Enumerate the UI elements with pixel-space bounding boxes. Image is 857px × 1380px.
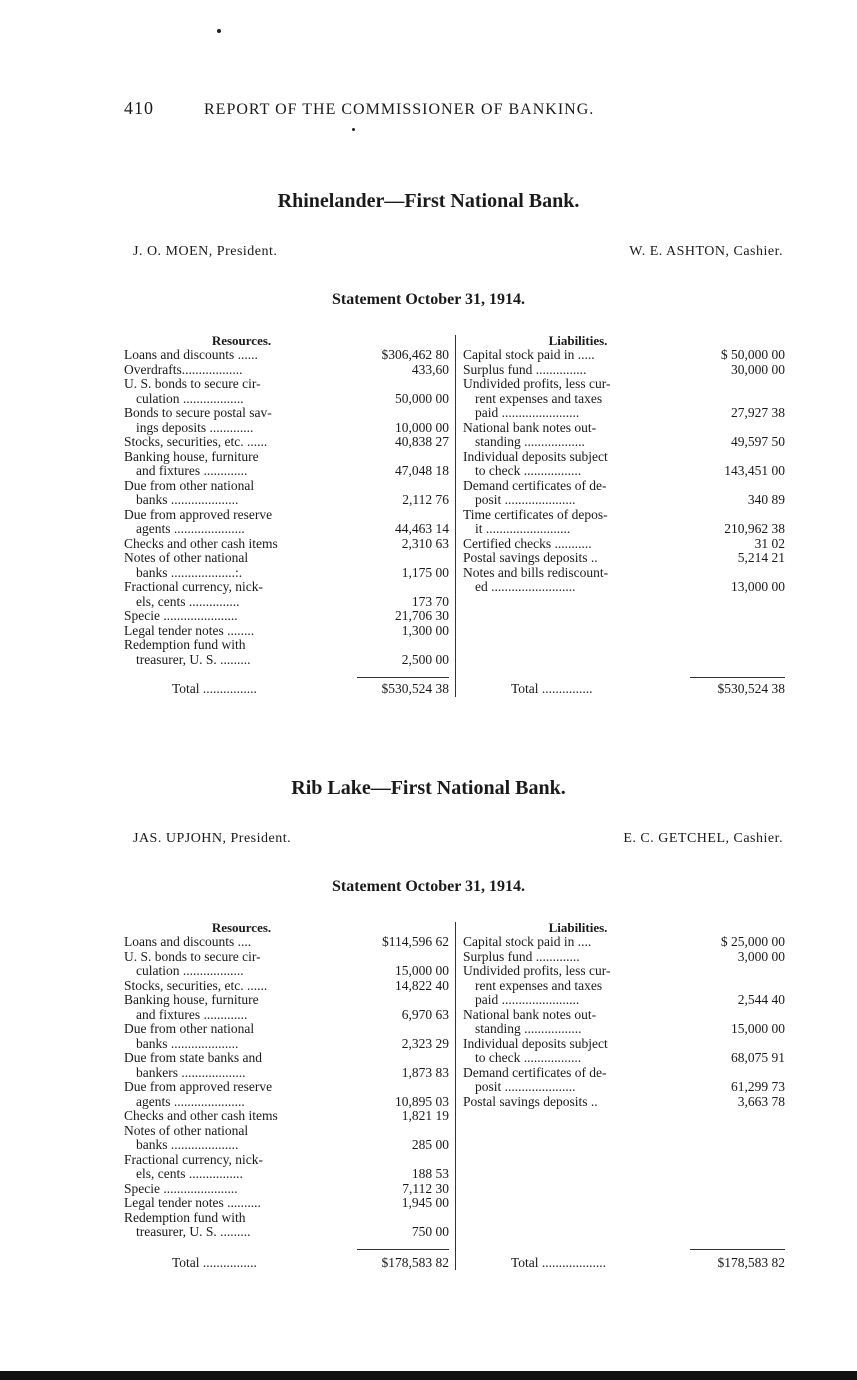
line-item-label: els, cents ...............	[136, 594, 240, 609]
line-item	[463, 950, 785, 965]
line-item	[124, 1008, 449, 1023]
line-item-label: paid .......................	[475, 993, 580, 1007]
line-item-label: Loans and discounts ....	[124, 935, 252, 949]
line-item	[124, 580, 449, 595]
line-item-label: Fractional currency, nick-	[124, 580, 263, 594]
line-item-amount	[353, 508, 449, 523]
line-item-amount: $306,462 80	[381, 347, 449, 362]
line-item	[463, 348, 785, 363]
total-amount: $178,583 82	[717, 1255, 785, 1270]
line-item-amount	[695, 377, 785, 392]
line-item	[463, 551, 785, 566]
total-amount: $530,524 38	[717, 681, 785, 696]
line-item-label: Individual deposits subject	[463, 449, 608, 464]
line-item-label: rent expenses and taxes	[475, 391, 603, 406]
liabilities-column	[463, 920, 785, 1109]
bank-title: Rib Lake—First National Bank.	[291, 777, 566, 799]
line-item	[124, 1225, 449, 1240]
line-item	[124, 435, 449, 450]
line-item-label: National bank notes out-	[463, 1007, 597, 1022]
president-name: JAS. UPJOHN, President.	[133, 831, 292, 846]
line-item-amount: 61,299 73	[731, 1079, 785, 1094]
line-item	[124, 653, 449, 668]
line-item-label: agents .....................	[136, 1094, 245, 1109]
line-item-label: banks ...................:.	[136, 565, 243, 580]
page-number: 410	[124, 98, 154, 118]
line-item	[463, 450, 785, 465]
line-item-label: standing .................	[475, 1022, 582, 1036]
line-item-amount	[353, 551, 449, 566]
line-item	[124, 1066, 449, 1081]
line-item-label: posit .....................	[475, 1080, 576, 1094]
line-item-amount: 143,451 00	[724, 463, 785, 478]
line-item	[124, 522, 449, 537]
line-item-amount: 14,822 40	[395, 977, 449, 993]
line-item	[463, 1080, 785, 1095]
line-item-label: Bonds to secure postal sav-	[124, 406, 272, 420]
line-item-label: standing ..................	[475, 435, 585, 449]
line-item-label: Stocks, securities, etc. ......	[124, 978, 268, 993]
line-item-amount: 3,663 78	[737, 1093, 785, 1109]
line-item	[124, 479, 449, 494]
line-item-label: Banking house, furniture	[124, 449, 259, 464]
line-item-amount: 433,60	[411, 361, 449, 377]
line-item	[124, 1196, 449, 1211]
line-item-label: Due from state banks and	[124, 1051, 262, 1065]
line-item-amount: $ 50,000 00	[720, 347, 785, 362]
line-item	[124, 1211, 449, 1226]
line-item-amount: 6,970 63	[401, 1006, 449, 1022]
line-item-label: National bank notes out-	[463, 420, 597, 435]
line-item-label: Overdrafts..................	[124, 362, 243, 377]
line-item	[124, 392, 449, 407]
line-item-amount: 210,962 38	[724, 521, 785, 536]
line-item-amount: 50,000 00	[395, 390, 449, 406]
line-item	[124, 551, 449, 566]
line-item-amount: 15,000 00	[731, 1021, 785, 1036]
line-item	[463, 479, 785, 494]
line-item-label: ed .........................	[475, 580, 576, 594]
line-item-label: treasurer, U. S. .........	[136, 1225, 251, 1239]
line-item-label: banks ....................	[136, 493, 239, 507]
line-item	[463, 377, 785, 392]
line-item-label: banks ....................	[136, 1036, 239, 1051]
liabilities-column	[463, 333, 785, 595]
line-item	[124, 609, 449, 624]
line-item-label: U. S. bonds to secure cir-	[124, 377, 261, 391]
line-item-label: Surplus fund .............	[463, 949, 580, 964]
line-item-amount	[353, 1124, 449, 1139]
line-item	[124, 493, 449, 508]
total-amount: $178,583 82	[381, 1255, 449, 1270]
line-item-amount: 188 53	[411, 1166, 449, 1181]
line-item	[124, 348, 449, 363]
line-item-amount: 2,500 00	[401, 651, 449, 667]
line-item	[124, 1138, 449, 1153]
line-item-amount	[353, 1051, 449, 1066]
line-item	[124, 1080, 449, 1095]
line-item	[463, 493, 785, 508]
line-item-amount: 31 02	[754, 535, 785, 551]
line-item-amount	[353, 993, 449, 1008]
president-name: J. O. MOEN, President.	[133, 244, 278, 259]
line-item	[124, 993, 449, 1008]
liabilities-heading: Liabilities.	[548, 333, 608, 348]
line-item	[124, 1051, 449, 1066]
line-item-label: treasurer, U. S. .........	[136, 652, 251, 667]
line-item-amount	[353, 1080, 449, 1095]
line-item-amount: $ 25,000 00	[720, 934, 785, 949]
line-item-label: Specie ......................	[124, 609, 238, 623]
line-item-label: Postal savings deposits ..	[463, 551, 598, 565]
line-item-label: Certified checks ...........	[463, 536, 592, 551]
line-item-amount: 10,000 00	[395, 419, 449, 435]
line-item-label: rent expenses and taxes	[475, 978, 603, 993]
statement-date: Statement October 31, 1914.	[332, 878, 525, 895]
line-item-amount	[695, 479, 785, 494]
line-item-label: culation ..................	[136, 964, 244, 978]
line-item	[463, 1022, 785, 1037]
line-item	[124, 363, 449, 378]
line-item-label: ings deposits .............	[136, 420, 254, 435]
scan-edge-bar	[0, 1371, 857, 1380]
line-item-label: banks ....................	[136, 1138, 239, 1152]
line-item	[124, 537, 449, 552]
line-item	[124, 464, 449, 479]
line-item-label: it .........................	[475, 522, 571, 536]
total-amount: $530,524 38	[381, 681, 449, 696]
line-item-label: Due from other national	[124, 478, 255, 493]
liabilities-rows	[463, 348, 785, 595]
line-item-amount	[695, 450, 785, 465]
line-item-label: and fixtures .............	[136, 1007, 248, 1022]
line-item-amount: 5,214 21	[737, 550, 785, 565]
line-item	[463, 1008, 785, 1023]
line-item-label: Loans and discounts ......	[124, 348, 258, 362]
line-item	[124, 421, 449, 436]
line-item-amount: 15,000 00	[395, 963, 449, 978]
line-item-amount	[695, 392, 785, 407]
total-rule	[357, 677, 449, 678]
line-item-label: Legal tender notes ..........	[124, 1196, 261, 1210]
line-item-label: Demand certificates of de-	[463, 478, 607, 493]
resources-heading: Resources.	[211, 333, 272, 348]
line-item-label: paid .......................	[475, 406, 580, 420]
line-item-amount: 47,048 18	[395, 463, 449, 478]
line-item	[463, 1066, 785, 1081]
line-item-amount: 1,945 00	[401, 1195, 449, 1210]
line-item	[463, 435, 785, 450]
line-item	[124, 406, 449, 421]
total-rule	[357, 1249, 449, 1250]
line-item-amount	[695, 979, 785, 994]
line-item-amount: 10,895 03	[395, 1093, 449, 1109]
line-item-label: Individual deposits subject	[463, 1036, 608, 1051]
total-rule	[690, 1249, 785, 1250]
line-item	[124, 624, 449, 639]
total-rule	[690, 677, 785, 678]
line-item-amount: 1,175 00	[401, 564, 449, 580]
line-item	[463, 1037, 785, 1052]
line-item-label: Due from approved reserve	[124, 1080, 273, 1094]
line-item-amount: $114,596 62	[382, 934, 449, 949]
line-item-label: Notes and bills rediscount-	[463, 565, 609, 580]
line-item-label: Specie ......................	[124, 1181, 238, 1196]
line-item	[124, 1182, 449, 1197]
line-item-amount	[695, 964, 785, 979]
line-item-amount	[353, 1211, 449, 1226]
line-item-amount: 2,112 76	[402, 492, 449, 507]
liabilities-total-row	[463, 1255, 785, 1270]
line-item-label: Postal savings deposits ..	[463, 1094, 598, 1109]
line-item-amount: 285 00	[411, 1137, 449, 1152]
line-item	[124, 1153, 449, 1168]
line-item-label: Banking house, furniture	[124, 993, 259, 1007]
line-item-amount	[695, 508, 785, 523]
line-item-amount: 1,300 00	[401, 622, 449, 638]
line-item	[124, 950, 449, 965]
bank-title: Rhinelander—First National Bank.	[277, 190, 580, 212]
liabilities-rows	[463, 935, 785, 1109]
line-item-label: and fixtures .............	[136, 464, 248, 478]
line-item	[463, 363, 785, 378]
line-item-label: Checks and other cash items	[124, 1109, 278, 1123]
line-item-label: Due from other national	[124, 1022, 255, 1036]
line-item	[463, 522, 785, 537]
line-item-amount: 7,112 30	[402, 1180, 449, 1196]
cashier-name: E. C. GETCHEL, Cashier.	[623, 831, 783, 846]
running-head: REPORT OF THE COMMISSIONER OF BANKING.	[204, 101, 595, 118]
line-item-label: Stocks, securities, etc. ......	[124, 435, 268, 449]
line-item	[124, 595, 449, 610]
line-item-amount	[353, 377, 449, 392]
line-item-label: agents .....................	[136, 522, 245, 536]
line-item-amount: 1,873 83	[401, 1064, 449, 1080]
line-item-amount	[695, 421, 785, 436]
line-item	[124, 1124, 449, 1139]
line-item-label: Fractional currency, nick-	[124, 1152, 263, 1167]
line-item	[463, 421, 785, 436]
line-item-label: Surplus fund ...............	[463, 362, 587, 377]
line-item-label: Notes of other national	[124, 1123, 249, 1138]
line-item	[463, 508, 785, 523]
line-item	[124, 1095, 449, 1110]
line-item	[463, 993, 785, 1008]
line-item-label: Capital stock paid in ....	[463, 935, 592, 949]
line-item-amount: 30,000 00	[731, 361, 785, 377]
ink-speck	[352, 128, 355, 131]
line-item-label: to check .................	[475, 1051, 582, 1065]
cashier-name: W. E. ASHTON, Cashier.	[629, 244, 783, 259]
line-item	[124, 508, 449, 523]
line-item	[124, 979, 449, 994]
line-item-label: Checks and other cash items	[124, 536, 278, 551]
bank-statement-rib-lake	[0, 777, 857, 1277]
line-item-amount: 40,838 27	[395, 434, 449, 449]
line-item-amount: 49,597 50	[731, 434, 785, 449]
total-label: Total ................	[172, 681, 257, 696]
line-item	[463, 406, 785, 421]
line-item-amount: 3,000 00	[737, 948, 785, 964]
line-item-label: Redemption fund with	[124, 638, 246, 652]
line-item	[124, 964, 449, 979]
line-item	[124, 935, 449, 950]
line-item-label: Due from approved reserve	[124, 507, 273, 522]
line-item-label: to check .................	[475, 464, 582, 478]
line-item-amount	[353, 479, 449, 494]
line-item	[124, 638, 449, 653]
line-item-label: Notes of other national	[124, 551, 249, 565]
line-item-label: Time certificates of depos-	[463, 507, 608, 522]
line-item-amount: 13,000 00	[731, 579, 785, 594]
line-item-label: Undivided profits, less cur-	[463, 964, 611, 978]
line-item-amount	[353, 406, 449, 421]
resources-rows	[124, 935, 449, 1240]
line-item-amount	[695, 566, 785, 581]
line-item-amount	[353, 580, 449, 595]
line-item-amount	[353, 638, 449, 653]
line-item-label: Undivided profits, less cur-	[463, 377, 611, 391]
line-item-amount	[695, 1066, 785, 1081]
line-item	[463, 1051, 785, 1066]
line-item-label: Legal tender notes ........	[124, 623, 255, 638]
total-label: Total ...............	[511, 681, 593, 696]
line-item	[463, 979, 785, 994]
line-item	[463, 1095, 785, 1110]
line-item	[124, 1037, 449, 1052]
line-item-amount	[353, 450, 449, 465]
line-item-amount: 2,544 40	[737, 992, 785, 1007]
line-item	[124, 377, 449, 392]
line-item-label: bankers ...................	[136, 1065, 246, 1080]
line-item	[463, 580, 785, 595]
liabilities-heading: Liabilities.	[548, 920, 608, 935]
line-item	[124, 1109, 449, 1124]
line-item	[124, 566, 449, 581]
line-item-label: Redemption fund with	[124, 1210, 246, 1225]
total-label: Total ................	[172, 1255, 257, 1270]
line-item-amount	[353, 1022, 449, 1037]
column-divider	[455, 922, 456, 1270]
line-item-amount	[695, 1008, 785, 1023]
line-item	[124, 450, 449, 465]
resources-column	[124, 333, 449, 667]
line-item	[124, 1167, 449, 1182]
column-divider	[455, 335, 456, 697]
line-item	[463, 964, 785, 979]
resources-total-row	[124, 1255, 449, 1270]
line-item-label: culation ..................	[136, 391, 244, 406]
line-item-amount: 68,075 91	[731, 1050, 785, 1065]
line-item-label: posit .....................	[475, 493, 576, 507]
total-label: Total ...................	[511, 1255, 607, 1270]
resources-heading: Resources.	[211, 920, 272, 935]
line-item-label: Capital stock paid in .....	[463, 348, 595, 362]
running-header	[124, 98, 744, 119]
line-item-amount	[353, 1153, 449, 1168]
line-item-amount: 27,927 38	[731, 405, 785, 420]
line-item	[463, 566, 785, 581]
line-item-amount: 173 70	[411, 593, 449, 609]
line-item-amount: 750 00	[411, 1224, 449, 1239]
ink-speck	[217, 29, 221, 33]
line-item-amount: 21,706 30	[395, 608, 449, 623]
line-item-label: els, cents ................	[136, 1167, 243, 1181]
line-item-label: U. S. bonds to secure cir-	[124, 949, 261, 964]
line-item	[124, 1022, 449, 1037]
statement-date: Statement October 31, 1914.	[332, 291, 525, 308]
line-item	[463, 537, 785, 552]
line-item	[463, 392, 785, 407]
line-item-amount: 340 89	[747, 492, 785, 507]
line-item-amount: 1,821 19	[401, 1108, 449, 1123]
resources-rows	[124, 348, 449, 667]
line-item-amount: 2,310 63	[401, 535, 449, 551]
liabilities-total-row	[463, 681, 785, 696]
line-item-amount	[353, 950, 449, 965]
line-item-amount: 2,323 29	[401, 1035, 449, 1051]
line-item-amount: 44,463 14	[395, 521, 449, 536]
resources-column	[124, 920, 449, 1240]
bank-statement-rhinelander	[0, 190, 857, 710]
line-item-amount	[695, 1037, 785, 1052]
line-item-label: Demand certificates of de-	[463, 1065, 607, 1080]
line-item	[463, 464, 785, 479]
resources-total-row	[124, 681, 449, 696]
line-item	[463, 935, 785, 950]
